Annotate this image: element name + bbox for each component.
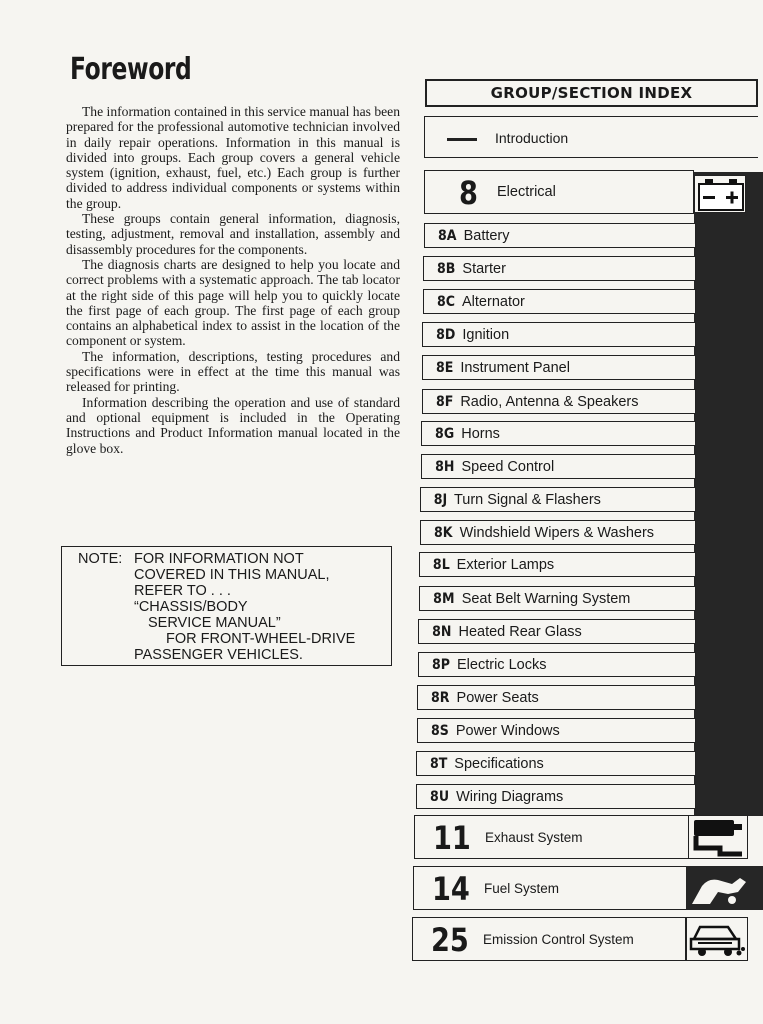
section-name: Power Windows [455, 722, 560, 739]
note-line: COVERED IN THIS MANUAL, [134, 567, 330, 583]
foreword-paragraph: The information, descriptions, testing procedures and specifications were in effect at the time this manual was released for printing. [66, 348, 400, 395]
car-emission-icon [688, 919, 746, 959]
section-code: 8P [432, 656, 451, 673]
group-number: 11 [433, 819, 471, 857]
foreword-body [66, 104, 400, 456]
section-row-8c[interactable] [423, 289, 696, 314]
section-code: 8R [431, 689, 450, 706]
group-name: Electrical [497, 184, 556, 200]
section-row-8g[interactable] [421, 421, 696, 446]
section-code: 8S [430, 722, 449, 739]
group-emission[interactable] [412, 917, 686, 961]
foreword-paragraph: These groups contain general information, diagnosis, testing, adjustment, removal and installation, assembly and disassembly procedures for the components. [66, 211, 400, 257]
section-name: Seat Belt Warning System [461, 590, 631, 607]
section-name: Battery [463, 227, 510, 244]
section-code: 8D [436, 326, 456, 343]
section-row-8n[interactable] [418, 619, 696, 644]
section-name: Exterior Lamps [456, 556, 555, 573]
note-label: NOTE: [78, 551, 123, 567]
introduction-label: Introduction [495, 130, 569, 146]
group-name: Exhaust System [485, 830, 583, 845]
section-row-8j[interactable] [420, 487, 696, 512]
fuel-nozzle-icon [688, 868, 748, 908]
foreword-paragraph: The information contained in this service manual has been prepared for the professional automotive technician involved in daily repair operations. Information in this manual is divided into groups. Each group covers a general vehicle system (ignition, exhaust, fuel, etc.) Each group is further divided to address individual components or systems within the group. [66, 104, 400, 211]
section-row-8k[interactable] [420, 520, 696, 545]
section-name: Wiring Diagrams [456, 788, 564, 805]
note-line: FOR FRONT-WHEEL-DRIVE [166, 631, 356, 647]
section-row-8e[interactable] [422, 355, 696, 380]
section-row-8l[interactable] [419, 552, 696, 577]
section-name: Power Seats [456, 689, 539, 706]
note-line: SERVICE MANUAL” [148, 615, 281, 631]
section-code: 8U [430, 788, 450, 805]
electrical-tab-strip [694, 172, 763, 816]
group-number: 25 [431, 921, 469, 959]
section-code: 8K [434, 524, 453, 541]
group-fuel[interactable] [413, 866, 688, 910]
section-code: 8A [438, 227, 457, 244]
section-row-8f[interactable] [422, 389, 696, 414]
foreword-paragraph: The diagnosis charts are designed to help you locate and correct problems with a systematic approach. The tab locator at the right side of this page will help you to quickly locate the first page of each group. The first page of each group contains an alphabetical index to assist in the location of the component or system. [66, 256, 400, 349]
dash-icon [447, 138, 477, 141]
section-row-8t[interactable] [416, 751, 696, 776]
section-name: Starter [462, 260, 506, 277]
section-code: 8N [432, 623, 452, 640]
section-name: Turn Signal & Flashers [453, 491, 601, 508]
foreword-title: Foreword [70, 52, 192, 87]
index-introduction[interactable] [424, 116, 758, 158]
section-row-8d[interactable] [422, 322, 696, 347]
note-box [61, 546, 392, 666]
index-header: GROUP/SECTION INDEX [425, 79, 758, 107]
section-code: 8L [432, 556, 450, 573]
section-row-8b[interactable] [423, 256, 696, 281]
section-row-8h[interactable] [421, 454, 696, 479]
section-code: 8B [437, 260, 456, 277]
section-code: 8H [435, 458, 455, 475]
section-code: 8J [433, 491, 448, 508]
section-name: Radio, Antenna & Speakers [460, 393, 639, 410]
section-row-8u[interactable] [416, 784, 696, 809]
group-name: Emission Control System [483, 932, 634, 947]
note-line: REFER TO . . . [134, 583, 231, 599]
section-code: 8T [429, 755, 448, 772]
note-line: PASSENGER VEHICLES. [134, 647, 303, 663]
section-row-8p[interactable] [418, 652, 696, 677]
section-name: Horns [461, 425, 500, 442]
group-electrical[interactable] [424, 170, 694, 214]
section-name: Instrument Panel [460, 359, 570, 376]
section-name: Windshield Wipers & Washers [459, 524, 655, 541]
section-code: 8C [437, 293, 456, 310]
exhaust-pipe-icon [690, 818, 746, 858]
note-line: “CHASSIS/BODY [134, 599, 248, 615]
foreword-paragraph: Information describing the operation and use of standard and optional equipment is included in the Operating Instructions and Product Information manual located in the glove box. [66, 394, 400, 456]
note-line: FOR INFORMATION NOT [134, 551, 304, 567]
section-row-8s[interactable] [417, 718, 696, 743]
section-row-8m[interactable] [419, 586, 696, 611]
section-row-8r[interactable] [417, 685, 696, 710]
section-name: Specifications [454, 755, 544, 772]
battery-icon [697, 178, 745, 212]
section-name: Electric Locks [457, 656, 547, 673]
group-exhaust[interactable] [414, 815, 690, 859]
group-number: 8 [459, 174, 478, 212]
section-name: Alternator [462, 293, 525, 310]
section-name: Speed Control [461, 458, 555, 475]
group-name: Fuel System [484, 881, 560, 896]
section-row-8a[interactable] [424, 223, 696, 248]
section-name: Heated Rear Glass [458, 623, 582, 640]
group-number: 14 [432, 870, 470, 908]
section-code: 8G [435, 425, 455, 442]
section-code: 8E [435, 359, 454, 376]
section-code: 8F [435, 393, 454, 410]
section-name: Ignition [462, 326, 510, 343]
section-code: 8M [433, 590, 455, 607]
